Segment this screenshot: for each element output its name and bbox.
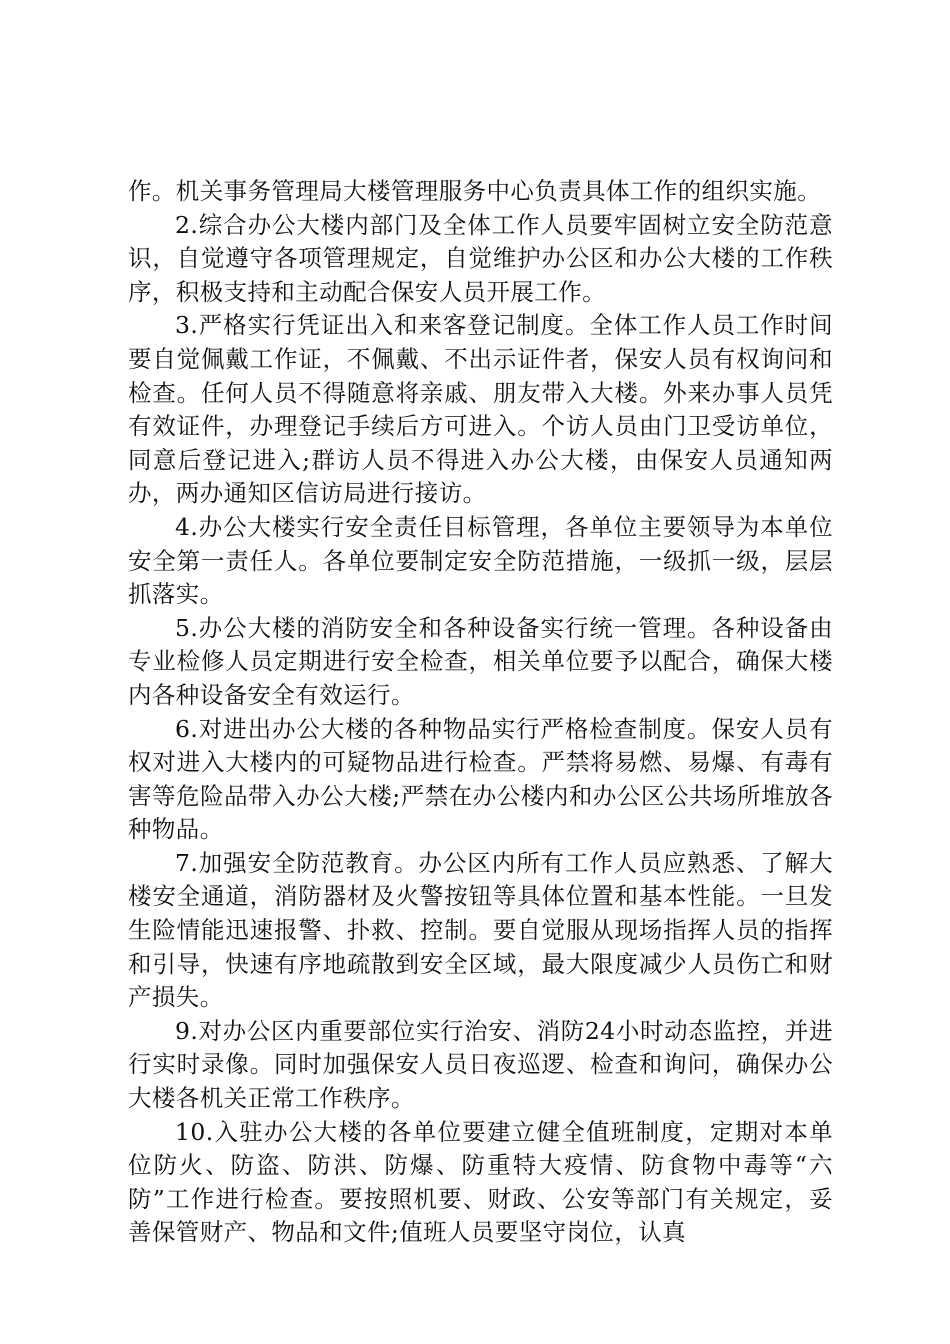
- document-body: [128, 175, 833, 1250]
- paragraph-item-6: 6.对进出办公大楼的各种物品实行严格检查制度。保安人员有权对进入大楼内的可疑物品进行检查。严禁将易燃、易爆、有毒有害等危险品带入办公大楼;严禁在办公楼内和办公区公共场所堆放各种物品。: [128, 714, 833, 844]
- paragraph-item-2: 2.综合办公大楼内部门及全体工作人员要牢固树立安全防范意识，自觉遵守各项管理规定，自觉维护办公区和办公大楼的工作秩序，积极支持和主动配合保安人员开展工作。: [128, 210, 833, 306]
- paragraph-item-7: 7.加强安全防范教育。办公区内所有工作人员应熟悉、了解大楼安全通道，消防器材及火警按钮等具体位置和基本性能。一旦发生险情能迅速报警、扑救、控制。要自觉服从现场指挥人员的指挥和引导，快速有序地疏散到安全区域，最大限度减少人员伤亡和财产损失。: [128, 848, 833, 1012]
- paragraph-item-3: 3.严格实行凭证出入和来客登记制度。全体工作人员工作时间要自觉佩戴工作证，不佩戴、不出示证件者，保安人员有权询问和检查。任何人员不得随意将亲戚、朋友带入大楼。外来办事人员凭有效证件，办理登记手续后方可进入。个访人员由门卫受访单位，同意后登记进入;群访人员不得进入办公大楼，由保安人员通知两办，两办通知区信访局进行接访。: [128, 311, 833, 508]
- paragraph-continuation: 作。机关事务管理局大楼管理服务中心负责具体工作的组织实施。: [128, 177, 822, 205]
- paragraph-item-10: 10.入驻办公大楼的各单位要建立健全值班制度，定期对本单位防火、防盗、防洪、防爆、防重特大疫情、防食物中毒等“六防”工作进行检查。要按照机要、财政、公安等部门有关规定，妥善保管财产、物品和文件;值班人员要坚守岗位，认真: [128, 1117, 833, 1247]
- paragraph-item-5: 5.办公大楼的消防安全和各种设备实行统一管理。各种设备由专业检修人员定期进行安全检查，相关单位要予以配合，确保大楼内各种设备安全有效运行。: [128, 613, 833, 709]
- paragraph-item-4: 4.办公大楼实行安全责任目标管理，各单位主要领导为本单位安全第一责任人。各单位要制定安全防范措施，一级抓一级，层层抓落实。: [128, 512, 833, 609]
- paragraph-item-9: 9.对办公区内重要部位实行治安、消防24小时动态监控，并进行实时录像。同时加强保安人员日夜巡逻、检查和询问，确保办公大楼各机关正常工作秩序。: [128, 1016, 833, 1113]
